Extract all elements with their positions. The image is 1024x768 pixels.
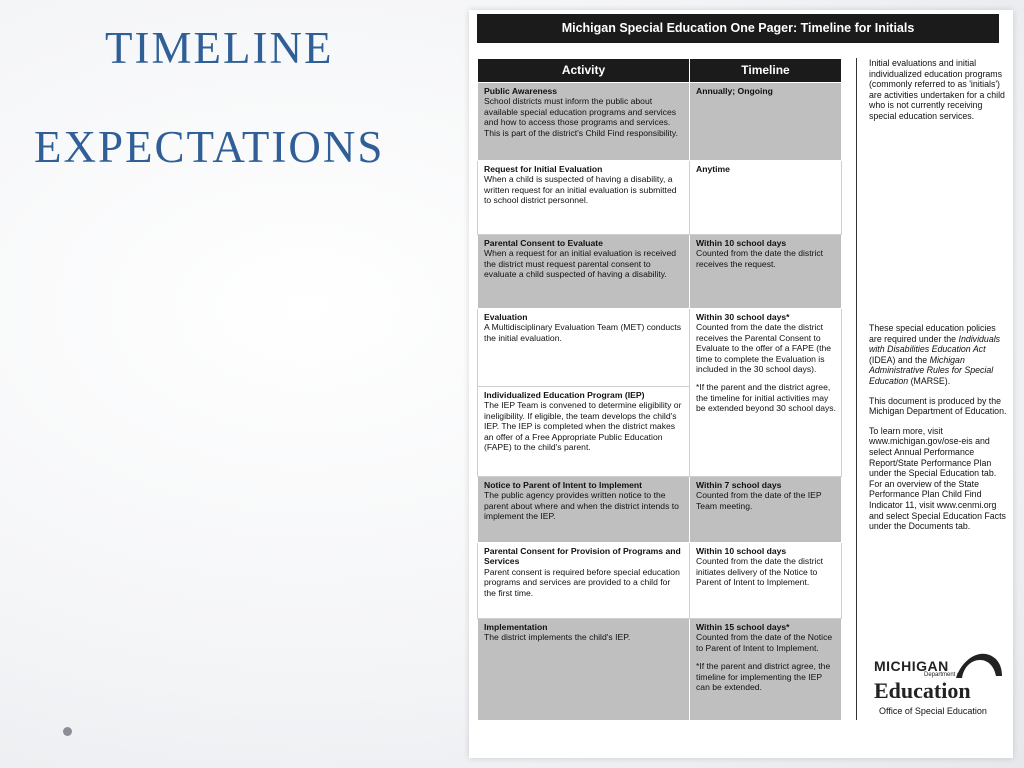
activity-cell — [478, 235, 690, 309]
activity-title: Parental Consent to Evaluate — [484, 238, 603, 248]
timeline-text: Counted from the date the district receives the Parental Consent to Evaluate to the offer of a FAPE (the time to complete the Evaluation is included in the 30 school days). — [696, 322, 832, 375]
marse-name: Michigan Administrative Rules for Special Education — [869, 354, 994, 386]
table-row — [478, 309, 842, 387]
timeline-cell — [690, 235, 842, 309]
logo-department-text: Department of — [924, 672, 963, 678]
timeline-title: Within 10 school days — [696, 238, 787, 248]
timeline-text: Counted from the date the district receives the request. — [696, 248, 824, 269]
idea-act-name: Individuals with Disabilities Education Act — [869, 333, 1001, 355]
timeline-cell — [690, 543, 842, 619]
table-row — [478, 619, 842, 721]
activity-text: School districts must inform the public about available special education programs and services and how to access those programs and services. This is part of the district's Child Find responsibility. — [484, 96, 678, 138]
activity-text: When a child is suspected of having a disability, a written request for an initial evaluation is submitted to school district personnel. — [484, 174, 677, 206]
logo-education-text: Education — [874, 678, 971, 703]
activity-text: When a request for an initial evaluation is received the district must request parental consent to evaluate a child suspected of having a disability. — [484, 248, 677, 280]
timeline-title: Annually; Ongoing — [696, 86, 773, 96]
activity-text: The public agency provides written notice to the parent about where and when the district intends to implement the IEP. — [484, 490, 679, 522]
timeline-note: *If the parent and district agree, the timeline for implementing the IEP can be extended. — [696, 661, 831, 693]
timeline-table — [477, 58, 842, 721]
activity-title: Parental Consent for Provision of Programs and Services — [484, 546, 681, 567]
sidebar-notes — [869, 323, 1009, 541]
timeline-title: Anytime — [696, 164, 730, 174]
activity-text: The district implements the child's IEP. — [484, 632, 631, 643]
timeline-title: Within 7 school days — [696, 480, 782, 490]
activity-cell — [478, 309, 690, 387]
sidebar-policies: These special education policies are required under the Individuals with Disabilities Education Act (IDEA) and the Michigan Administrative Rules for Special Education (MARSE). — [869, 323, 1001, 386]
timeline-text: Counted from the date the district initiates delivery of the Notice to Parent of Intent to Implement. — [696, 556, 824, 588]
slide-title-line-2: EXPECTATIONS — [34, 122, 385, 172]
document-header: Michigan Special Education One Pager: Timeline for Initials — [477, 14, 999, 43]
timeline-cell — [690, 83, 842, 161]
activity-cell — [478, 543, 690, 619]
timeline-title: Within 30 school days* — [696, 312, 790, 322]
activity-title: Individualized Education Program (IEP) — [484, 390, 645, 400]
timeline-title: Within 10 school days — [696, 546, 787, 556]
timeline-cell — [690, 477, 842, 543]
activity-cell — [478, 83, 690, 161]
timeline-cell — [690, 161, 842, 235]
logo-michigan-text: MICHIGAN — [874, 658, 949, 674]
activity-cell — [478, 161, 690, 235]
slide-title-line-1: TIMELINE — [105, 23, 334, 73]
activity-title: Implementation — [484, 622, 548, 632]
timeline-text: Counted from the date of the Notice to Parent of Intent to Implement. — [696, 632, 833, 653]
table-row — [478, 83, 842, 161]
activity-cell — [478, 619, 690, 721]
activity-title: Request for Initial Evaluation — [484, 164, 603, 174]
table-row — [478, 161, 842, 235]
timeline-note: *If the parent and the district agree, the timeline for initial activities may be extended beyond 30 school days. — [696, 382, 836, 414]
table-row — [478, 543, 842, 619]
timeline-text: Counted from the date of the IEP Team meeting. — [696, 490, 822, 511]
activity-title: Notice to Parent of Intent to Implement — [484, 480, 643, 490]
activity-text: The IEP Team is convened to determine eligibility or ineligibility. If eligible, the team develops the child's IEP. The IEP is completed when the district makes an offer of a Free Appropriate Public Education (FAPE) to the child's parent. — [484, 400, 682, 453]
table-row — [478, 235, 842, 309]
activity-title: Public Awareness — [484, 86, 558, 96]
bullet-dot — [63, 727, 72, 736]
office-label: Office of Special Education — [879, 706, 987, 716]
timeline-title: Within 15 school days* — [696, 622, 790, 632]
one-pager-document — [469, 10, 1013, 758]
activity-text: Parent consent is required before special education programs and services are provided to a child for the first time. — [484, 566, 680, 598]
activity-cell — [478, 477, 690, 543]
michigan-education-logo — [874, 650, 1004, 703]
timeline-cell — [690, 619, 842, 721]
sidebar-intro: Initial evaluations and initial individualized education programs (commonly referred to as 'initials') are activities undertaken for a child who is not currently receiving special education services. — [869, 58, 1005, 121]
sidebar-produced-by: This document is produced by the Michigan Department of Education. — [869, 395, 1007, 417]
timeline-cell — [690, 309, 842, 477]
activity-column-header: Activity — [478, 59, 690, 83]
table-row — [478, 477, 842, 543]
sidebar-learn-more: To learn more, visit www.michigan.gov/ose-eis and select Annual Performance Report/State Performance Plan under the Special Education tab. For an overview of the State Performance Plan Child Find Indicator 11, visit www.cenmi.org and select Special Education Facts under the Documents tab. — [869, 425, 1006, 532]
activity-title: Evaluation — [484, 312, 528, 322]
activity-cell — [478, 387, 690, 477]
column-divider — [856, 58, 857, 720]
activity-text: A Multidisciplinary Evaluation Team (MET) conducts the initial evaluation. — [484, 322, 682, 343]
timeline-column-header: Timeline — [690, 59, 842, 83]
